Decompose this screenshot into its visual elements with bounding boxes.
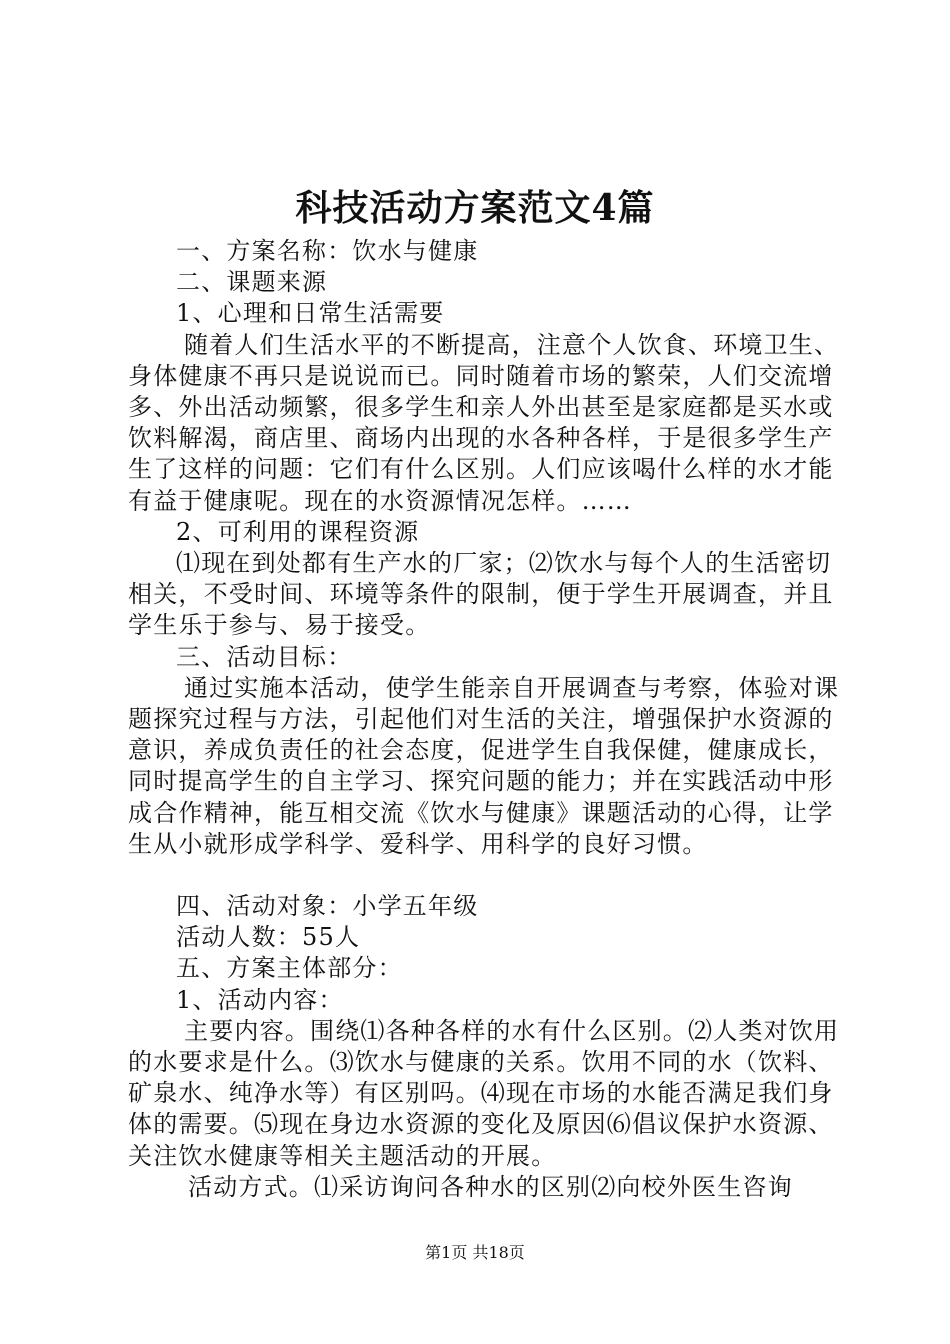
subheading-resources: 2、可利用的课程资源 [176, 517, 420, 546]
paragraph-resources: ⑴现在到处都有生产水的厂家；⑵饮水与每个人的生活密切相关，不受时间、环境等条件的限制，便于学生开展调查，并且学生乐于参与、易于接受。 [128, 549, 834, 640]
section-heading-main: 五、方案主体部分： [176, 954, 403, 983]
document-title: 科技活动方案范文4篇 [295, 187, 655, 229]
paragraph-methods: 活动方式。⑴采访询问各种水的区别⑵向校外医生咨询 [188, 1172, 793, 1201]
section-heading-source: 二、课题来源 [176, 268, 328, 297]
document-body [128, 236, 840, 1203]
subheading-content: 1、活动内容： [176, 985, 344, 1014]
participant-count: 活动人数：55人 [176, 923, 361, 952]
paragraph-background: 随着人们生活水平的不断提高，注意个人饮食、环境卫生、身体健康不再只是说说而已。同时随着市场的繁荣，人们交流增多、外出活动频繁，很多学生和亲人外出甚至是家庭都是买水或饮料解渴，商店里、商场内出现的水各种各样，于是很多学生产生了这样的问题：它们有什么区别。人们应该喝什么样的水才能有益于健康呢。现在的水资源情况怎样。…… [128, 330, 840, 515]
subheading-needs: 1、心理和日常生活需要 [176, 299, 445, 328]
section-heading-audience: 四、活动对象：小学五年级 [176, 892, 479, 921]
page-number-footer: 第1页 共18页 [425, 1243, 525, 1262]
paragraph-spacer [128, 860, 840, 891]
section-heading-goals: 三、活动目标： [176, 642, 353, 671]
paragraph-goals: 通过实施本活动，使学生能亲自开展调查与考察，体验对课题探究过程与方法，引起他们对生活的关注，增强保护水资源的意识，养成负责任的社会态度，促进学生自我保健，健康成长，同时提高学生的自主学习、探究问题的能力；并在实践活动中形成合作精神，能互相交流《饮水与健康》课题活动的心得，让学生从小就形成学科学、爱科学、用科学的良好习惯。 [128, 673, 840, 858]
section-heading-plan-name: 一、方案名称：饮水与健康 [176, 237, 479, 265]
paragraph-content: 主要内容。围绕⑴各种各样的水有什么区别。⑵人类对饮用的水要求是什么。⑶饮水与健康的关系。饮用不同的水（饮料、矿泉水、纯净水等）有区别吗。⑷现在市场的水能否满足我们身体的需要。⑸现在身边水资源的变化及原因⑹倡议保护水资源、关注饮水健康等相关主题活动的开展。 [128, 1016, 840, 1170]
